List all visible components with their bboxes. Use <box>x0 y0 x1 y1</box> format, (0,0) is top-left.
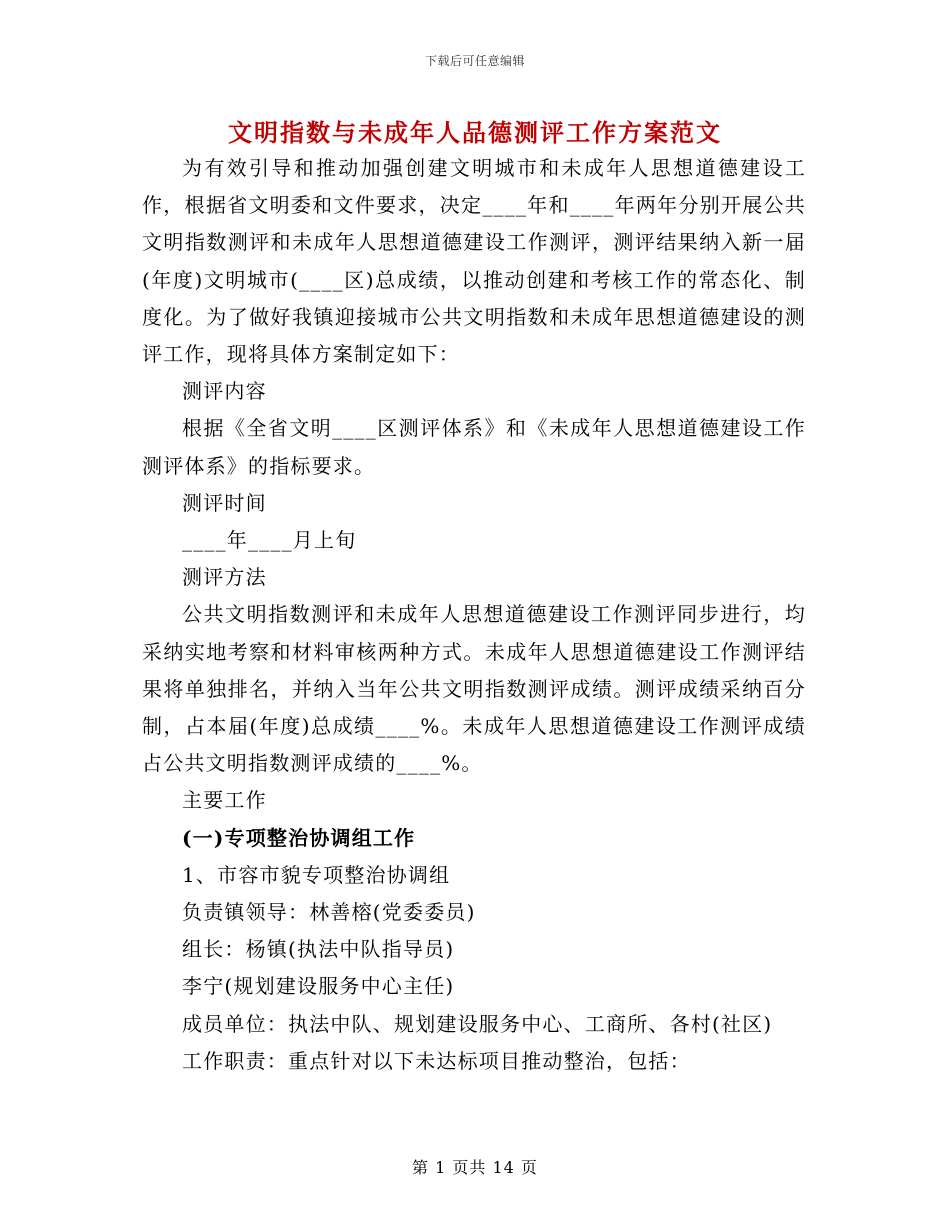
responsible-leader-line: 负责镇领导：林善榕(党委委员) <box>182 900 476 925</box>
deputy-line: 李宁(规划建设服务中心主任) <box>182 974 455 999</box>
list-item-cityscape-group: 1、市容市貌专项整治协调组 <box>182 862 451 887</box>
member-units-line: 成员单位：执法中队、规划建设服务中心、工商所、各村(社区) <box>182 1011 773 1036</box>
intro-paragraph: 为有效引导和推动加强创建文明城市和未成年人思想道德建设工作，根据省文明委和文件要求，决定____年和____年两年分别开展公共文明指数测评和未成年人思想道德建设工作测评，测评结果纳入新一届(年度)文明城市(____区)总成绩，以推动创建和考核工作的常态化、制度化。为了做好我镇迎接城市公共文明指数和未成年思想道德建设的测评工作，现将具体方案制定如下： <box>142 156 806 367</box>
group-leader-line: 组长：杨镇(执法中队指导员) <box>182 937 455 962</box>
time-paragraph: ____年____月上旬 <box>182 528 357 553</box>
content-paragraph: 根据《全省文明____区测评体系》和《未成年人思想道德建设工作测评体系》的指标要求。 <box>142 416 806 478</box>
page-header-note: 下载后可任意编辑 <box>424 54 525 68</box>
subsection-heading-coordination: (一)专项整治协调组工作 <box>182 825 416 850</box>
duties-line: 工作职责：重点针对以下未达标项目推动整治，包括： <box>182 1048 691 1073</box>
section-heading-content: 测评内容 <box>182 379 267 404</box>
section-heading-time: 测评时间 <box>182 490 267 515</box>
document-title: 文明指数与未成年人品德测评工作方案范文 <box>228 118 722 147</box>
section-heading-method: 测评方法 <box>182 565 267 590</box>
page-number-footer: 第 1 页共 14 页 <box>412 1158 538 1177</box>
section-heading-main-work: 主要工作 <box>182 788 267 813</box>
document-body <box>142 150 806 1080</box>
method-paragraph: 公共文明指数测评和未成年人思想道德建设工作测评同步进行，均采纳实地考察和材料审核两种方式。未成年人思想道德建设工作测评结果将单独排名，并纳入当年公共文明指数测评成绩。测评成绩采纳百分制，占本届(年度)总成绩____%。未成年人思想道德建设工作测评成绩占公共文明指数测评成绩的____%。 <box>142 602 806 776</box>
